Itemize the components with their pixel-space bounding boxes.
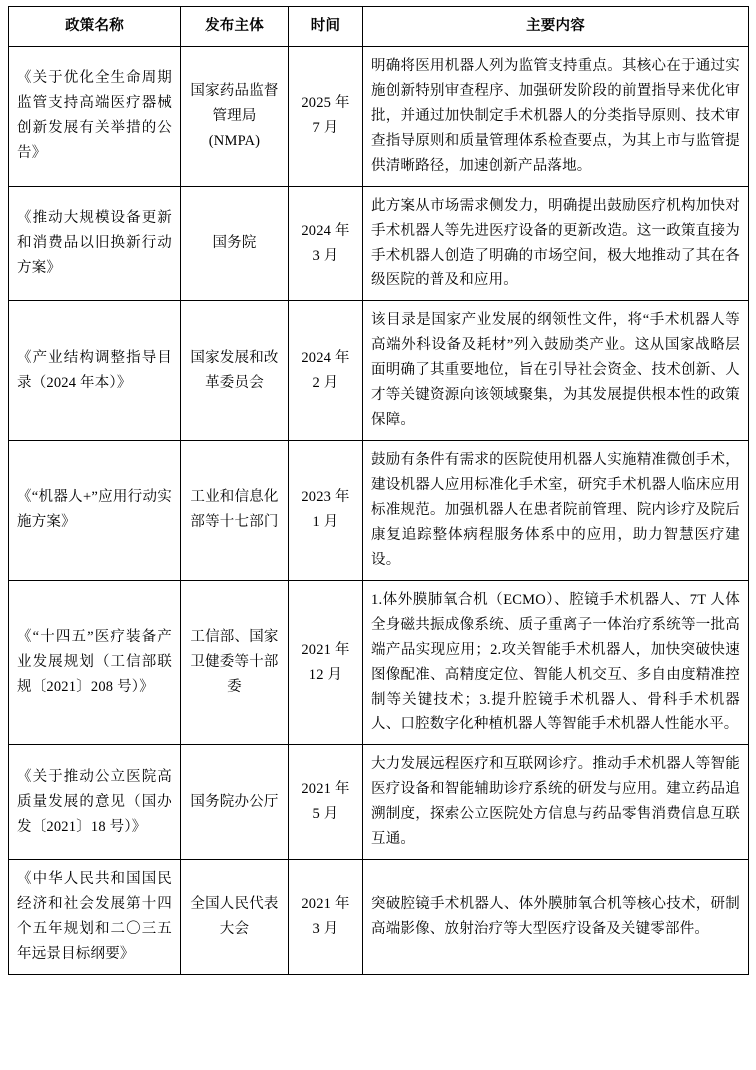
column-header-issuer: 发布主体: [181, 7, 289, 47]
cell-issuer: 国家药品监督管理局(NMPA): [181, 46, 289, 186]
table-row: [9, 745, 749, 860]
cell-policy-name: 《产业结构调整指导目录（2024 年本）》: [9, 301, 181, 441]
cell-time: 2021 年 12 月: [289, 580, 363, 745]
cell-content: 大力发展远程医疗和互联网诊疗。推动手术机器人等智能医疗设备和智能辅助诊疗系统的研发与应用。建立药品追溯制度，探索公立医院处方信息与药品零售消费信息互联互通。: [363, 745, 749, 860]
cell-policy-name: 《关于推动公立医院高质量发展的意见（国办发〔2021〕18 号）》: [9, 745, 181, 860]
cell-issuer: 国家发展和改革委员会: [181, 301, 289, 441]
cell-time: 2025 年 7 月: [289, 46, 363, 186]
table-row: [9, 860, 749, 975]
cell-policy-name: 《“十四五”医疗装备产业发展规划（工信部联规〔2021〕208 号）》: [9, 580, 181, 745]
cell-issuer: 全国人民代表大会: [181, 860, 289, 975]
column-header-policy-name: 政策名称: [9, 7, 181, 47]
table-header: [9, 7, 749, 47]
cell-issuer: 国务院办公厅: [181, 745, 289, 860]
cell-content: 该目录是国家产业发展的纲领性文件，将“手术机器人等高端外科设备及耗材”列入鼓励类产业。这从国家战略层面明确了其重要地位，旨在引导社会资金、技术创新、人才等关键资源向该领域聚集，为其发展提供根本性的政策保障。: [363, 301, 749, 441]
cell-content: 突破腔镜手术机器人、体外膜肺氧合机等核心技术，研制高端影像、放射治疗等大型医疗设备及关键零部件。: [363, 860, 749, 975]
cell-policy-name: 《关于优化全生命周期监管支持高端医疗器械创新发展有关举措的公告》: [9, 46, 181, 186]
column-header-time: 时间: [289, 7, 363, 47]
cell-policy-name: 《“机器人+”应用行动实施方案》: [9, 441, 181, 581]
cell-content: 鼓励有条件有需求的医院使用机器人实施精准微创手术，建设机器人应用标准化手术室，研究手术机器人临床应用标准规范。加强机器人在患者院前管理、院内诊疗及院后康复追踪整体病程服务体系中的应用，助力智慧医疗建设。: [363, 441, 749, 581]
column-header-content: 主要内容: [363, 7, 749, 47]
cell-time: 2023 年 1 月: [289, 441, 363, 581]
table-row: [9, 580, 749, 745]
cell-time: 2021 年 5 月: [289, 745, 363, 860]
cell-content: 明确将医用机器人列为监管支持重点。其核心在于通过实施创新特别审查程序、加强研发阶段的前置指导来优化审批，并通过加快制定手术机器人的分类指导原则、技术审查指导原则和质量管理体系检查要点，为其上市与监管提供清晰路径，加速创新产品落地。: [363, 46, 749, 186]
cell-issuer: 工业和信息化部等十七部门: [181, 441, 289, 581]
cell-time: 2021 年 3 月: [289, 860, 363, 975]
table-row: [9, 441, 749, 581]
cell-time: 2024 年 3 月: [289, 186, 363, 301]
table-row: [9, 301, 749, 441]
cell-issuer: 国务院: [181, 186, 289, 301]
table-header-row: [9, 7, 749, 47]
cell-issuer: 工信部、国家卫健委等十部委: [181, 580, 289, 745]
policy-table: [8, 6, 749, 975]
table-row: [9, 46, 749, 186]
cell-content: 此方案从市场需求侧发力，明确提出鼓励医疗机构加快对手术机器人等先进医疗设备的更新改造。这一政策直接为手术机器人创造了明确的市场空间，极大地推动了其在各级医院的普及和应用。: [363, 186, 749, 301]
table-row: [9, 186, 749, 301]
table-body: [9, 46, 749, 974]
cell-policy-name: 《中华人民共和国国民经济和社会发展第十四个五年规划和二〇三五年远景目标纲要》: [9, 860, 181, 975]
cell-time: 2024 年 2 月: [289, 301, 363, 441]
cell-policy-name: 《推动大规模设备更新和消费品以旧换新行动方案》: [9, 186, 181, 301]
cell-content: 1.体外膜肺氧合机（ECMO）、腔镜手术机器人、7T 人体全身磁共振成像系统、质子重离子一体治疗系统等一批高端产品实现应用；2.攻关智能手术机器人，加快突破快速图像配准、高精度定位、智能人机交互、多自由度精准控制等关键技术；3.提升腔镜手术机器人、骨科手术机器人、口腔数字化种植机器人等智能手术机器人性能水平。: [363, 580, 749, 745]
